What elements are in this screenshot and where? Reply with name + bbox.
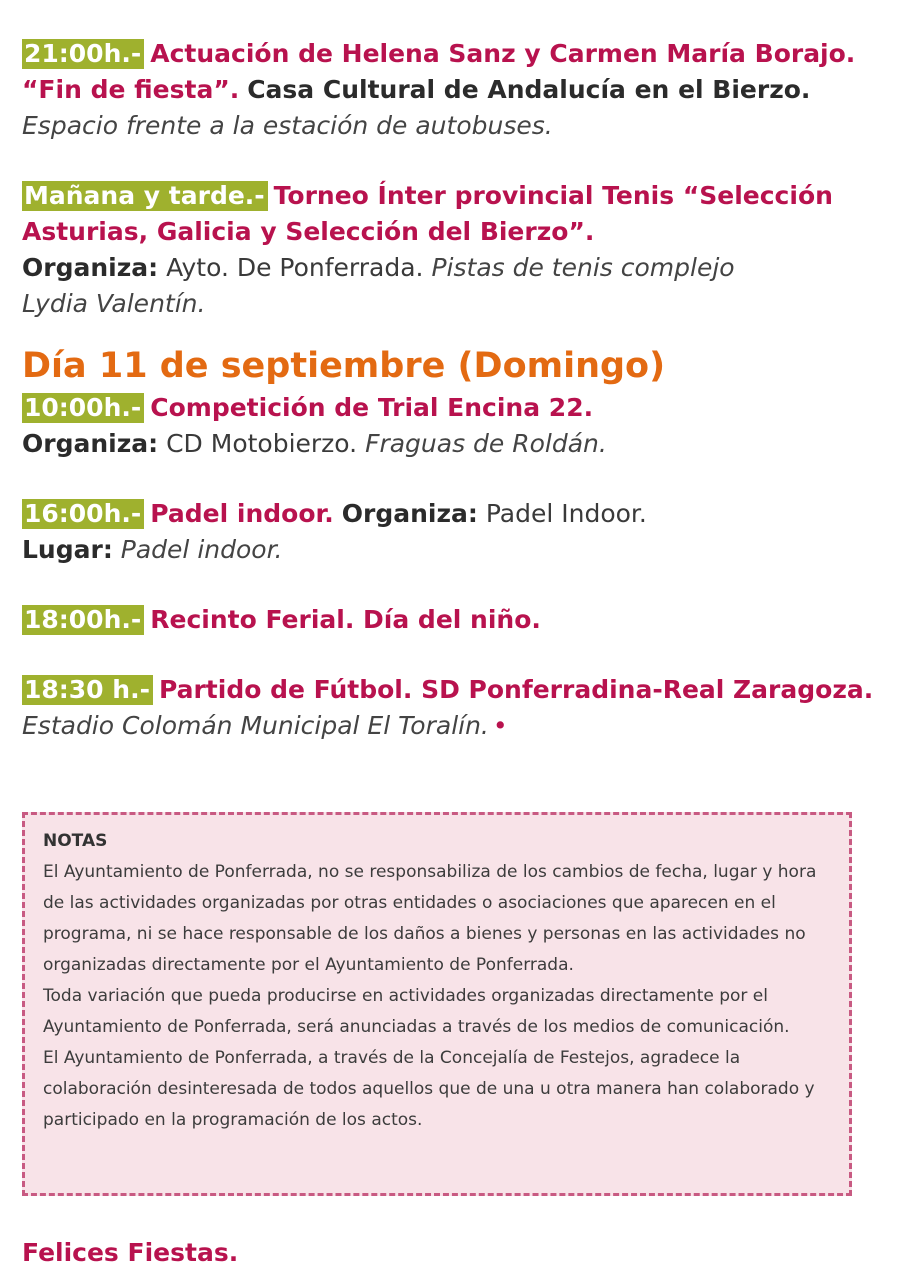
event-heading-line <box>22 390 882 426</box>
organizer-label: Organiza: <box>22 253 159 282</box>
event-place: Padel indoor. <box>120 535 283 564</box>
notes-paragraph-3: El Ayuntamiento de Ponferrada, a través de la Concejalía de Festejos, agradece la colaboración desinteresada de todos aquellos que de una u otra manera han colaborado y participado en la programación de los actos. <box>43 1048 815 1130</box>
time-badge: 21:00h.- <box>22 39 144 69</box>
event-title-line2 <box>22 214 882 250</box>
notes-title: NOTAS <box>43 831 108 851</box>
event-heading-line <box>22 672 882 708</box>
event-subtitle-venue: Casa Cultural de Andalucía en el Bierzo. <box>247 75 811 104</box>
event-place: Espacio frente a la estación de autobuses. <box>22 111 553 140</box>
event-place: Pistas de tenis complejo <box>431 253 735 282</box>
event-2100 <box>22 36 882 144</box>
event-place-line <box>22 532 882 568</box>
event-organizer-line <box>22 426 882 462</box>
event-heading-line <box>22 36 882 72</box>
time-badge: Mañana y tarde.- <box>22 181 268 211</box>
event-title: Competición de Trial Encina 22. <box>150 393 594 422</box>
program-page <box>22 36 882 778</box>
time-badge: 16:00h.- <box>22 499 144 529</box>
organizer-value: CD Motobierzo. <box>166 429 358 458</box>
time-badge: 18:00h.- <box>22 605 144 635</box>
time-badge: 18:30 h.- <box>22 675 153 705</box>
closing-greeting: Felices Fiestas. <box>22 1238 239 1267</box>
notes-paragraph-1: El Ayuntamiento de Ponferrada, no se responsabiliza de los cambios de fecha, lugar y hora de las actividades organizadas por otras entidades o asociaciones que aparecen en el programa, ni se hace responsable de los daños a bienes y personas en las actividades no organizadas directamente por el Ayuntamiento de Ponferrada. <box>43 862 817 975</box>
event-subtitle-line <box>22 72 882 108</box>
event-heading-line <box>22 602 882 638</box>
organizer-value: Ayto. De Ponferrada. <box>166 253 424 282</box>
place-label: Lugar: <box>22 535 113 564</box>
event-1830 <box>22 672 882 744</box>
event-manana-tarde <box>22 178 882 322</box>
event-place: Estadio Colomán Municipal El Toralín. <box>22 711 489 740</box>
event-1800 <box>22 602 882 638</box>
event-title: Recinto Ferial. Día del niño. <box>150 605 541 634</box>
event-title: Actuación de Helena Sanz y Carmen María Borajo. <box>150 39 856 68</box>
event-place-continued: Lydia Valentín. <box>22 289 206 318</box>
day-heading: Día 11 de septiembre (Domingo) <box>22 346 666 386</box>
event-place-line2 <box>22 286 882 322</box>
event-1600 <box>22 496 882 568</box>
event-place-line <box>22 108 882 144</box>
event-subtitle-quote: “Fin de fiesta”. <box>22 75 240 104</box>
event-title: Torneo Ínter provincial Tenis “Selección <box>273 181 833 210</box>
organizer-label: Organiza: <box>22 429 159 458</box>
event-heading-line <box>22 178 882 214</box>
event-place: Fraguas de Roldán. <box>365 429 607 458</box>
event-place-line <box>22 708 882 744</box>
end-bullet: • <box>492 711 508 740</box>
event-title-continued: Asturias, Galicia y Selección del Bierzo”. <box>22 217 595 246</box>
event-title: Padel indoor. <box>150 499 334 528</box>
notes-paragraph-2: Toda variación que pueda producirse en actividades organizadas directamente por el Ayuntamiento de Ponferrada, será anunciadas a través de los medios de comunicación. <box>43 986 790 1037</box>
event-title: Partido de Fútbol. SD Ponferradina-Real Zaragoza. <box>158 675 874 704</box>
event-heading-line <box>22 496 882 532</box>
event-1000 <box>22 390 882 462</box>
organizer-value: Padel Indoor. <box>485 499 647 528</box>
time-badge: 10:00h.- <box>22 393 144 423</box>
organizer-label: Organiza: <box>341 499 478 528</box>
event-organizer-line <box>22 250 882 286</box>
notes-box <box>22 812 852 1196</box>
